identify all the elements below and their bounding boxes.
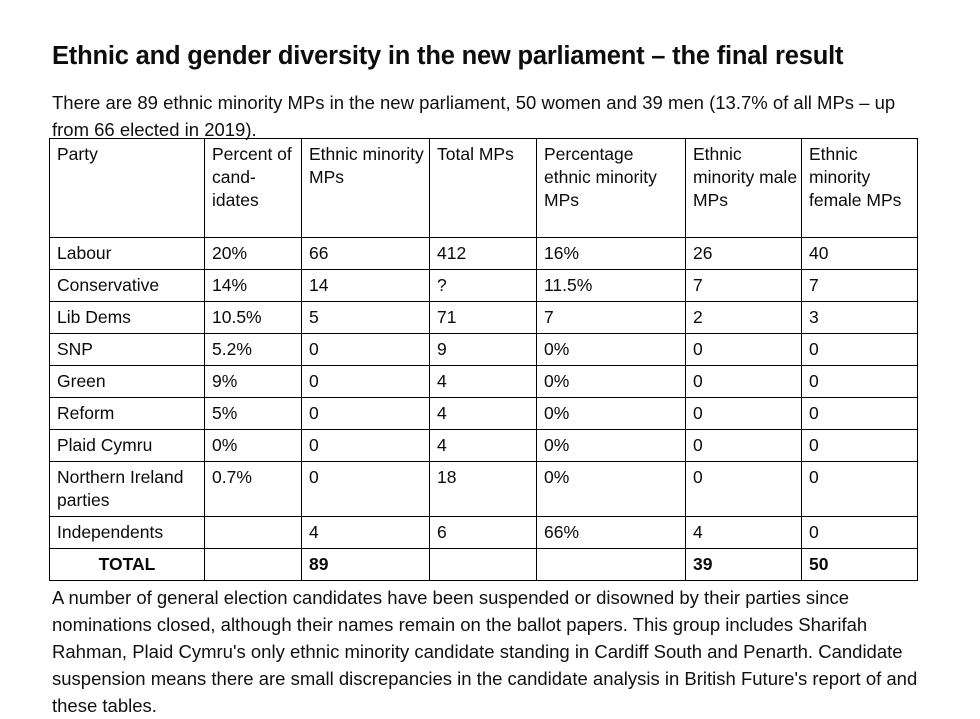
cell-ethnic-minority-mps: 89 [302,549,430,581]
column-header-ethnic-minority-mps: Ethnic minority MPs [302,139,430,238]
table-row [50,238,918,270]
cell-ethnic-minority-female-mps: 7 [802,270,918,302]
cell-percentage-ethnic-minority-mps: 66% [537,517,686,549]
cell-total-mps: 412 [430,238,537,270]
cell-percentage-ethnic-minority-mps: 0% [537,430,686,462]
cell-percent-candidates: 0.7% [205,462,302,517]
cell-ethnic-minority-male-mps: 26 [686,238,802,270]
cell-total-mps: ? [430,270,537,302]
intro-paragraph: There are 89 ethnic minority MPs in the new parliament, 50 women and 39 men (13.7% of all MPs – up from 66 elected in 2019). [52,91,896,140]
diversity-table [49,138,918,581]
cell-ethnic-minority-mps: 0 [302,366,430,398]
cell-ethnic-minority-mps: 4 [302,517,430,549]
cell-percent-candidates: 10.5% [205,302,302,334]
cell-total-mps: 4 [430,430,537,462]
cell-party: Green [50,366,205,398]
column-header-percent-candidates: Percent of cand-idates [205,139,302,238]
cell-percentage-ethnic-minority-mps: 0% [537,334,686,366]
cell-total-mps: 4 [430,398,537,430]
cell-ethnic-minority-male-mps: 0 [686,430,802,462]
cell-total-mps: 6 [430,517,537,549]
cell-percentage-ethnic-minority-mps [537,549,686,581]
column-header-ethnic-minority-female-mps: Ethnic minority female MPs [802,139,918,238]
column-header-percentage-ethnic-minority-mps: Percentage ethnic minority MPs [537,139,686,238]
table-row [50,517,918,549]
cell-ethnic-minority-male-mps: 0 [686,366,802,398]
cell-total-mps: 9 [430,334,537,366]
cell-ethnic-minority-male-mps: 0 [686,462,802,517]
cell-percentage-ethnic-minority-mps: 16% [537,238,686,270]
cell-ethnic-minority-male-mps: 4 [686,517,802,549]
cell-ethnic-minority-female-mps: 50 [802,549,918,581]
outro-paragraph: A number of general election candidates have been suspended or disowned by their parties since nominations closed, although their names remain on the ballot papers. This group includes Sharifah Rahman, Plaid Cymru's only ethnic minority candidate standing in Cardiff South and Penarth. Candidate suspension means there are small discrepancies in the candidate analysis in British Future's report of and these tables. [52,586,918,716]
cell-ethnic-minority-mps: 0 [302,398,430,430]
page-title: Ethnic and gender diversity in the new parliament – the final result [52,42,844,71]
cell-ethnic-minority-mps: 0 [302,430,430,462]
cell-ethnic-minority-female-mps: 0 [802,517,918,549]
cell-percentage-ethnic-minority-mps: 11.5% [537,270,686,302]
table-row [50,366,918,398]
cell-ethnic-minority-male-mps: 39 [686,549,802,581]
cell-ethnic-minority-male-mps: 7 [686,270,802,302]
table-body [50,238,918,581]
cell-party: Labour [50,238,205,270]
cell-ethnic-minority-male-mps: 0 [686,334,802,366]
cell-ethnic-minority-female-mps: 0 [802,430,918,462]
cell-party: SNP [50,334,205,366]
cell-ethnic-minority-mps: 66 [302,238,430,270]
cell-percent-candidates: 9% [205,366,302,398]
cell-total-mps: 4 [430,366,537,398]
cell-total-mps [430,549,537,581]
cell-percent-candidates [205,549,302,581]
cell-ethnic-minority-mps: 5 [302,302,430,334]
cell-party-total-label: TOTAL [50,549,205,581]
column-header-total-mps: Total MPs [430,139,537,238]
cell-percentage-ethnic-minority-mps: 7 [537,302,686,334]
cell-ethnic-minority-female-mps: 0 [802,398,918,430]
table-row [50,398,918,430]
cell-ethnic-minority-male-mps: 2 [686,302,802,334]
cell-percent-candidates: 5% [205,398,302,430]
table-row [50,462,918,517]
cell-percentage-ethnic-minority-mps: 0% [537,462,686,517]
cell-total-mps: 18 [430,462,537,517]
table-row [50,302,918,334]
cell-percent-candidates: 20% [205,238,302,270]
cell-percent-candidates: 0% [205,430,302,462]
cell-ethnic-minority-female-mps: 0 [802,334,918,366]
table-row [50,270,918,302]
cell-percent-candidates [205,517,302,549]
cell-ethnic-minority-mps: 14 [302,270,430,302]
cell-total-mps: 71 [430,302,537,334]
cell-ethnic-minority-female-mps: 0 [802,366,918,398]
cell-party: Plaid Cymru [50,430,205,462]
cell-ethnic-minority-female-mps: 3 [802,302,918,334]
cell-party: Northern Ireland parties [50,462,205,517]
cell-ethnic-minority-mps: 0 [302,334,430,366]
cell-party: Independents [50,517,205,549]
table-row [50,334,918,366]
cell-percentage-ethnic-minority-mps: 0% [537,366,686,398]
table-header-row [50,139,918,238]
cell-percent-candidates: 5.2% [205,334,302,366]
table-total-row [50,549,918,581]
cell-party: Conservative [50,270,205,302]
cell-party: Reform [50,398,205,430]
table-header [50,139,918,238]
cell-ethnic-minority-female-mps: 0 [802,462,918,517]
cell-ethnic-minority-male-mps: 0 [686,398,802,430]
cell-percent-candidates: 14% [205,270,302,302]
column-header-ethnic-minority-male-mps: Ethnic minority male MPs [686,139,802,238]
cell-party: Lib Dems [50,302,205,334]
table-row [50,430,918,462]
cell-ethnic-minority-female-mps: 40 [802,238,918,270]
column-header-party: Party [50,139,205,238]
cell-ethnic-minority-mps: 0 [302,462,430,517]
cell-percentage-ethnic-minority-mps: 0% [537,398,686,430]
